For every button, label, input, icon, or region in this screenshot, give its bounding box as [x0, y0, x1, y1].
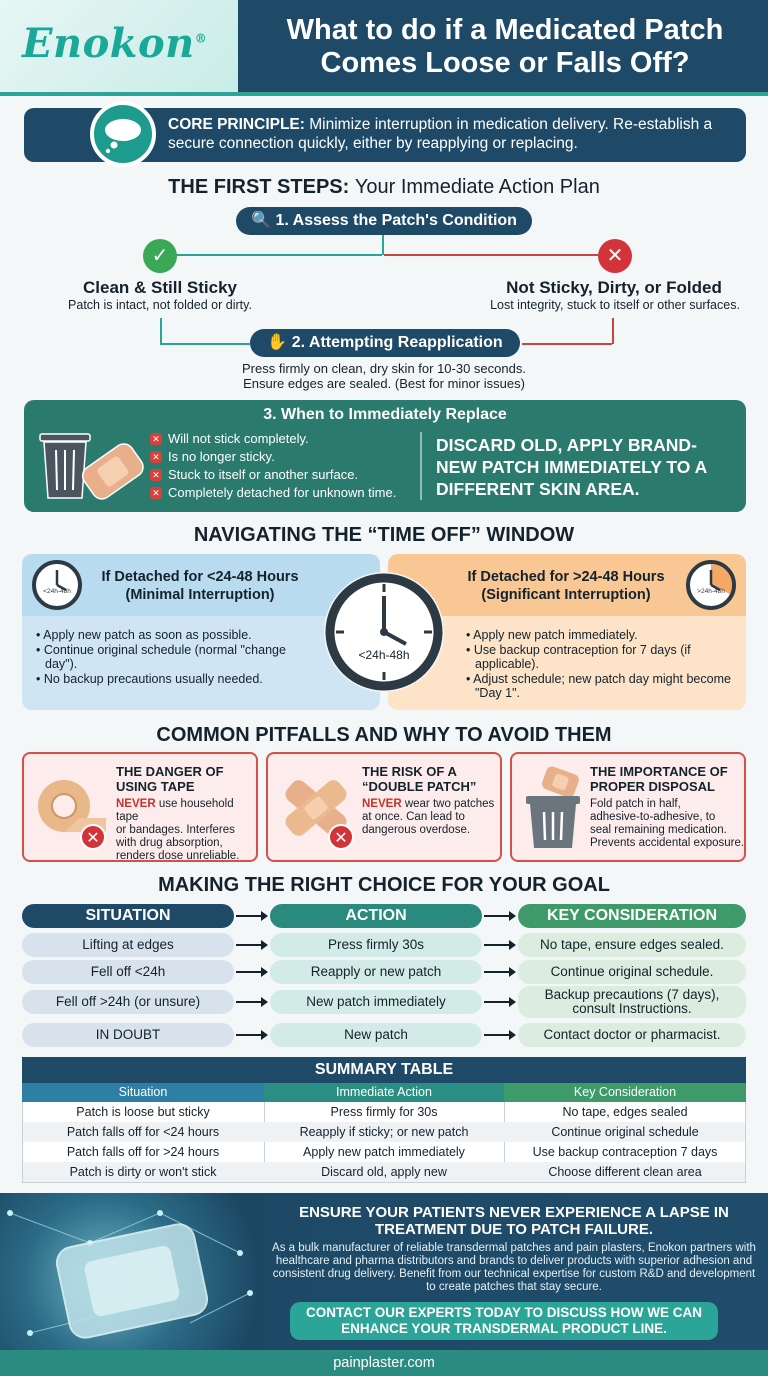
summary-cell: Use backup contraception 7 days	[532, 1145, 718, 1159]
choice-row-situation: IN DOUBT	[22, 1023, 234, 1047]
pitfall-title: THE RISK OF A “DOUBLE PATCH”	[362, 764, 477, 794]
connector-left	[176, 254, 382, 256]
summary-cell: Continue original schedule	[551, 1125, 699, 1139]
arrow-icon	[236, 971, 266, 973]
step3-action: DISCARD OLD, APPLY BRAND-NEW PATCH IMMEDIATELY TO A DIFFERENT SKIN AREA.	[436, 435, 707, 499]
time-right-title-1: If Detached for >24-48 Hours	[467, 569, 665, 585]
step3-item-3: ✕ Stuck to itself or another surface.	[150, 467, 358, 482]
summary-cell: Patch is dirty or won't stick	[69, 1165, 217, 1179]
summary-cell: No tape, edges sealed	[562, 1105, 688, 1119]
step3-item-4: ✕ Completely detached for unknown time.	[150, 485, 396, 500]
x-mark-icon: ✕	[150, 433, 162, 445]
step3-title: 3. When to Immediately Replace	[263, 406, 507, 423]
summary-cell: Patch falls off for <24 hours	[66, 1125, 220, 1139]
contact-experts-button[interactable]: CONTACT OUR EXPERTS TODAY TO DISCUSS HOW WE CAN ENHANCE YOUR TRANSDERMAL PRODUCT LINE.	[290, 1302, 718, 1340]
choice-header-situation: SITUATION	[22, 904, 234, 928]
choice-heading: MAKING THE RIGHT CHOICE FOR YOUR GOAL	[158, 874, 610, 896]
pitfall-title: THE DANGER OF USING TAPE	[116, 764, 224, 794]
pitfalls-heading: COMMON PITFALLS AND WHY TO AVOID THEM	[156, 724, 612, 746]
arrow-icon	[484, 915, 514, 917]
choice-row-situation: Fell off >24h (or unsure)	[22, 990, 234, 1014]
x-mark-icon: ✕	[150, 469, 162, 481]
arrow-icon	[236, 915, 266, 917]
clock-icon	[320, 568, 448, 696]
patch-network-illustration	[0, 1193, 265, 1350]
brand-logo[interactable]: Enokon®	[22, 20, 208, 67]
summary-cell: Choose different clean area	[548, 1165, 702, 1179]
pitfall-card-disposal	[510, 752, 746, 862]
footer-headline: ENSURE YOUR PATIENTS NEVER EXPERIENCE A LAPSE IN TREATMENT DUE TO PATCH FAILURE.	[299, 1204, 729, 1238]
pitfall-text: NEVER use household tape or bandages. Interferes with drug absorption, renders dose unreliable.	[116, 798, 240, 862]
connector-down-left	[160, 318, 162, 344]
summary-header: Immediate Action	[264, 1083, 504, 1102]
step3-divider	[420, 432, 422, 500]
pitfall-text: NEVER wear two patches at once. Can lead to dangerous overdose.	[362, 798, 495, 836]
summary-cell: Press firmly for 30s	[330, 1105, 438, 1119]
choice-header-action: ACTION	[270, 904, 482, 928]
pitfall-card-double-patch	[266, 752, 502, 862]
pitfall-text: Fold patch in half, adhesive-to-adhesive, to seal remaining medication. Prevents accidental exposure.	[590, 798, 745, 849]
step1-pill: 🔍 1. Assess the Patch's Condition	[236, 207, 532, 235]
step3-item-1: ✕ Will not stick completely.	[150, 431, 309, 446]
pitfall-title: THE IMPORTANCE OF PROPER DISPOSAL	[590, 764, 728, 794]
summary-header: Situation	[22, 1083, 264, 1102]
bad-condition-sub: Lost integrity, stuck to itself or other surfaces.	[490, 298, 740, 312]
step2-pill: ✋ 2. Attempting Reapplication	[250, 329, 520, 357]
first-steps-heading: THE FIRST STEPS: Your Immediate Action Plan	[168, 176, 600, 198]
thought-bubble-icon	[90, 101, 156, 167]
page-title: What to do if a Medicated Patch Comes Loose or Falls Off?	[286, 14, 724, 79]
footer-body: As a bulk manufacturer of reliable transdermal patches and pain plasters, Enokon partners with healthcare and pharma distributors and brands to deliver products with superior adhesion and consistent drug delivery. Benefit from our technical expertise for custom R&D and development to create patches that stay secure.	[272, 1242, 756, 1293]
time-right-item: • Apply new patch immediately.	[466, 628, 638, 642]
connector-to-step2	[160, 343, 250, 345]
summary-cell: Patch falls off for >24 hours	[66, 1145, 220, 1159]
time-right-title-2: (Significant Interruption)	[481, 587, 651, 603]
bad-condition-title: Not Sticky, Dirty, or Folded	[506, 278, 722, 297]
connector-to-step2-right	[522, 343, 612, 345]
choice-row-action: New patch immediately	[270, 990, 482, 1014]
choice-row-action: Press firmly 30s	[270, 933, 482, 957]
summary-cell: Reapply if sticky; or new patch	[299, 1125, 469, 1139]
summary-cell: Patch is loose but sticky	[76, 1105, 210, 1119]
arrow-icon	[484, 971, 514, 973]
arrow-icon	[484, 1001, 514, 1003]
time-right-item: • Adjust schedule; new patch day might become "Day 1".	[466, 672, 731, 700]
summary-cell: Apply new patch immediately	[303, 1145, 465, 1159]
step2-text-1: Press firmly on clean, dry skin for 10-30 seconds.	[242, 361, 526, 376]
good-condition-title: Clean & Still Sticky	[83, 278, 237, 297]
choice-row-consideration: Contact doctor or pharmacist.	[518, 1023, 746, 1047]
small-clock-left-icon	[30, 558, 84, 612]
arrow-icon	[484, 944, 514, 946]
x-mark-icon: ✕	[150, 451, 162, 463]
trash-patch-icon	[34, 428, 146, 504]
search-icon: 🔍	[251, 212, 271, 229]
summary-cell: Discard old, apply new	[321, 1165, 447, 1179]
choice-row-consideration: Continue original schedule.	[518, 960, 746, 984]
close-icon: ✕	[80, 824, 106, 850]
clock-label: <24h-48h	[358, 648, 410, 662]
x-mark-icon: ✕	[150, 487, 162, 499]
time-right-item: • Use backup contraception for 7 days (if applicable).	[466, 643, 691, 671]
connector-right	[384, 254, 598, 256]
time-left-item: • No backup precautions usually needed.	[36, 672, 263, 686]
step2-text-2: Ensure edges are sealed. (Best for minor issues)	[243, 376, 525, 391]
connector-mid	[382, 235, 384, 255]
time-right-list	[466, 628, 738, 701]
small-clock-right-label: >24h-48h	[697, 588, 725, 595]
summary-header: Key Consideration	[504, 1083, 746, 1102]
pitfall-card-tape	[22, 752, 258, 862]
choice-row-situation: Lifting at edges	[22, 933, 234, 957]
arrow-icon	[236, 1034, 266, 1036]
choice-row-action: New patch	[270, 1023, 482, 1047]
good-condition-sub: Patch is intact, not folded or dirty.	[68, 298, 252, 312]
time-off-heading: NAVIGATING THE “TIME OFF” WINDOW	[193, 524, 575, 546]
close-icon: ✕	[328, 824, 354, 850]
arrow-icon	[236, 1001, 266, 1003]
time-left-item: • Continue original schedule (normal "change day").	[36, 643, 286, 671]
check-icon: ✓	[143, 239, 177, 273]
choice-row-action: Reapply or new patch	[270, 960, 482, 984]
choice-row-situation: Fell off <24h	[22, 960, 234, 984]
step3-item-2: ✕ Is no longer sticky.	[150, 449, 275, 464]
trash-icon	[520, 766, 590, 852]
hand-icon: ✋	[267, 334, 288, 351]
small-clock-right-icon	[684, 558, 738, 612]
header-divider	[0, 92, 768, 96]
time-left-title-2: (Minimal Interruption)	[125, 587, 275, 603]
time-left-title-1: If Detached for <24-48 Hours	[101, 569, 299, 585]
choice-row-consideration: No tape, ensure edges sealed.	[518, 933, 746, 957]
time-left-item: • Apply new patch as soon as possible.	[36, 628, 252, 642]
summary-title: SUMMARY TABLE	[22, 1057, 746, 1083]
arrow-icon	[484, 1034, 514, 1036]
connector-down-right	[612, 318, 614, 344]
time-left-list	[36, 628, 312, 687]
choice-row-consideration: Backup precautions (7 days), consult Instructions.	[518, 986, 746, 1018]
arrow-icon	[236, 944, 266, 946]
small-clock-left-label: <24h-48h	[43, 588, 71, 595]
core-principle-text: CORE PRINCIPLE: Minimize interruption in medication delivery. Re-establish a secure connection quickly, either by reapplying or replacing.	[168, 116, 713, 152]
choice-header-consideration: KEY CONSIDERATION	[518, 904, 746, 928]
website-link[interactable]: painplaster.com	[0, 1350, 768, 1376]
close-icon: ✕	[598, 239, 632, 273]
